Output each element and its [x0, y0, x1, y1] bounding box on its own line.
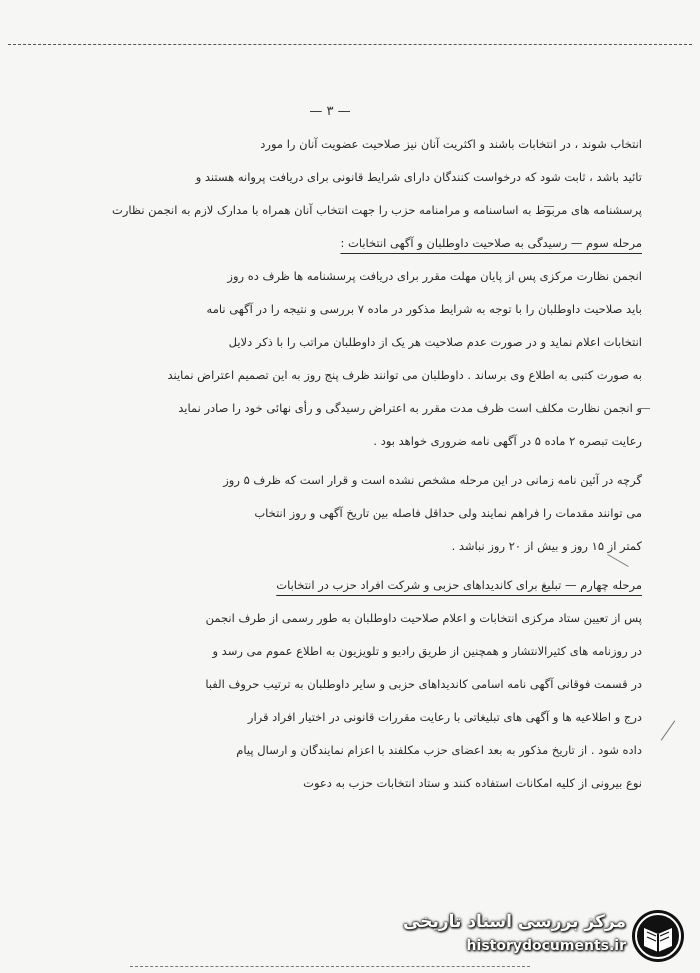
- archive-watermark: [400, 906, 690, 966]
- text-line: باید صلاحیت داوطلبان را با توجه به شرایط مذکور در ماده ۷ بررسی و نتیجه را در آگهی نامه: [206, 302, 642, 316]
- section-heading: مرحله سوم — رسیدگی به صلاحیت داوطلبان و آگهی انتخابات :: [340, 236, 642, 250]
- margin-mark: [640, 408, 650, 409]
- text-line: انتخاب شوند ، در انتخابات باشند و اکثریت آنان نیز صلاحیت عضویت آنان را مورد: [260, 137, 642, 151]
- watermark-url: historydocuments.ir: [466, 938, 626, 954]
- text-line: به صورت کتبی به اطلاع وی برساند . داوطلبان می توانند ظرف پنج روز به این تصمیم اعتراض نمایند: [167, 368, 642, 382]
- top-dashed-rule: [8, 44, 692, 45]
- bottom-dashed-rule: [130, 966, 530, 967]
- text-line: در روزنامه های کثیرالانتشار و همچنین از طریق رادیو و تلویزیون به اطلاع عموم می رسد و: [212, 644, 642, 658]
- section-heading: مرحله چهارم — تبلیغ برای کاندیداهای حزبی و شرکت افراد حزب در انتخابات: [276, 578, 642, 592]
- text-line: تائید باشد ، ثابت شود که درخواست کنندگان دارای شرایط قانونی برای دریافت پروانه هستند و: [195, 170, 642, 184]
- text-line: انتخابات اعلام نماید و در صورت عدم صلاحیت هر یک از داوطلبان مراتب را با ذکر دلایل: [228, 335, 642, 349]
- text-line: و انجمن نظارت مکلف است ظرف مدت مقرر به اعتراض رسیدگی و رأی نهائی خود را صادر نماید: [178, 401, 642, 415]
- book-seal-icon: [630, 908, 686, 964]
- text-line: می توانند مقدمات را فراهم نمایند ولی حداقل فاصله بین تاریخ آگهی و روز انتخاب: [254, 506, 642, 520]
- page-number: — ۳ —: [309, 104, 351, 119]
- margin-mark: [661, 720, 676, 740]
- watermark-title: مرکز بررسی اسناد تاریخی: [403, 912, 626, 932]
- text-line: پس از تعیین ستاد مرکزی انتخابات و اعلام صلاحیت داوطلبان به طور رسمی از طرف انجمن: [205, 611, 642, 625]
- text-line: درج و اطلاعیه ها و آگهی های تبلیغاتی با رعایت مقررات قانونی در اختیار افراد قرار: [247, 710, 642, 724]
- text-line: گرچه در آئین نامه زمانی در این مرحله مشخص نشده است و قرار است که ظرف ۵ روز: [223, 473, 642, 487]
- text-line: در قسمت فوقانی آگهی نامه اسامی کاندیداهای حزبی و سایر داوطلبان به ترتیب حروف الفبا: [205, 677, 642, 691]
- margin-mark: [544, 206, 554, 207]
- text-line: نوع بیرونی از کلیه امکانات استفاده کنند و ستاد انتخابات حزب به دعوت: [303, 776, 642, 790]
- document-body: [64, 128, 642, 800]
- text-line: انجمن نظارت مرکزی پس از پایان مهلت مقرر برای دریافت پرسشنامه ها ظرف ده روز: [227, 269, 642, 283]
- text-line: داده شود . از تاریخ مذکور به بعد اعضای حزب مکلفند با اعزام نمایندگان و ارسال پیام: [236, 743, 642, 757]
- text-line: پرسشنامه های مربوط به اساسنامه و مرامنامه حزب را جهت انتخاب آنان همراه با مدارک لازم به انجمن نظارت: [112, 203, 642, 217]
- text-line: کمتر از ۱۵ روز و بیش از ۲۰ روز نباشد .: [451, 539, 642, 553]
- text-line: رعایت تبصره ۲ ماده ۵ در آگهی نامه ضروری خواهد بود .: [373, 434, 642, 448]
